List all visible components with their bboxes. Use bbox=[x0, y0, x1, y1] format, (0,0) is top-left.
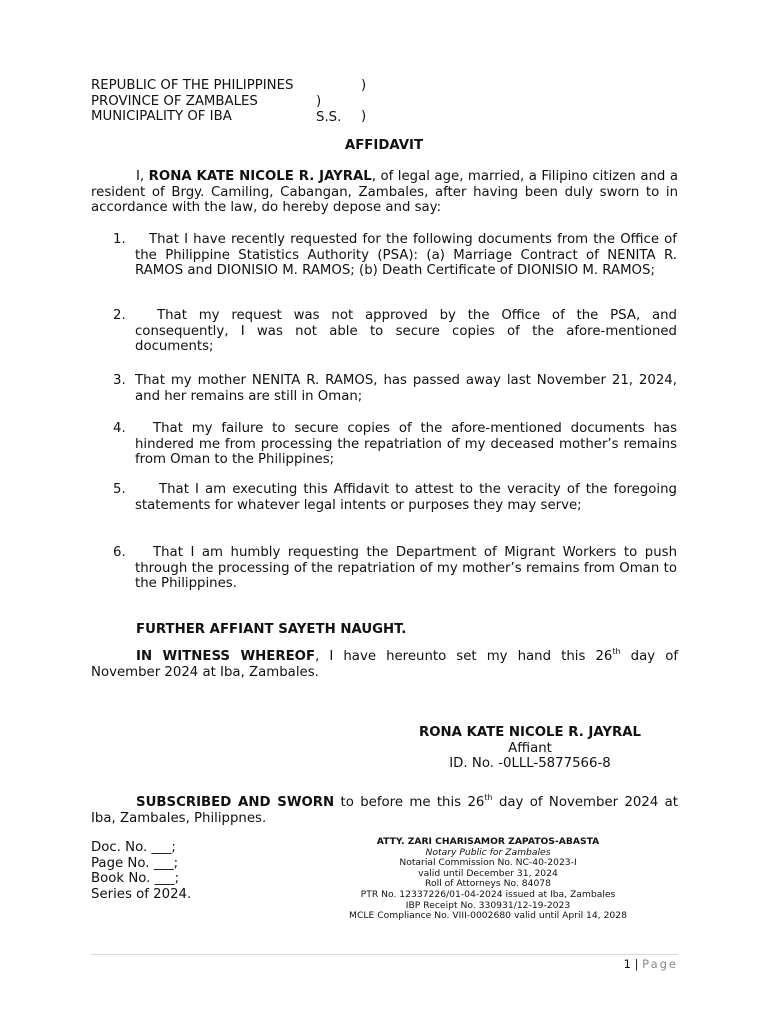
further-affiant-heading: FURTHER AFFIANT SAYETH NAUGHT. bbox=[136, 622, 407, 637]
venue-label: PROVINCE OF ZAMBALES bbox=[91, 94, 258, 109]
item-text: That my request was not approved by the Office of the PSA, and consequently, I was not able to secure copies of the afore-mentioned documents; bbox=[135, 308, 677, 354]
book-number-entry: Book No. ___; bbox=[91, 871, 180, 886]
item-number: 1. bbox=[113, 232, 126, 247]
jurat-paragraph bbox=[91, 792, 679, 826]
notary-detail-line: IBP Receipt No. 330931/12-19-2023 bbox=[405, 899, 571, 911]
notary-block bbox=[320, 837, 656, 922]
document-title: AFFIDAVIT bbox=[344, 138, 424, 153]
jurat-text-end: day of November 2024 at Iba, Zambales, Philippnes. bbox=[91, 795, 679, 826]
intro-text: , of legal age, married, a Filipino citizen and a resident of Brgy. Camiling, Cabangan, Zambales, after having been duly sworn to in accordance with the law, do hereby depose and say: bbox=[91, 169, 679, 215]
page-separator: | bbox=[634, 957, 639, 971]
venue-line-1 bbox=[91, 78, 367, 94]
notary-title: Notary Public for Zambales bbox=[425, 846, 551, 858]
notary-detail-line: Notarial Commission No. NC-40-2023-I bbox=[399, 857, 577, 869]
item-text: That I am executing this Affidavit to attest to the veracity of the foregoing statements for whatever legal intents or purposes they may serve; bbox=[135, 482, 677, 513]
witness-heading: IN WITNESS WHEREOF bbox=[136, 649, 316, 664]
intro-paragraph bbox=[91, 169, 678, 216]
notarial-register-entries bbox=[91, 840, 191, 902]
affiant-name: RONA KATE NICOLE R. JAYRAL bbox=[148, 169, 372, 184]
notary-detail-line: Roll of Attorneys No. 84078 bbox=[425, 878, 551, 890]
series-entry: Series of 2024. bbox=[91, 886, 192, 902]
venue-label: MUNICIPALITY OF IBA bbox=[91, 109, 232, 124]
item-text: That I have recently requested for the following documents from the Office of the Philippine Statistics Authority (PSA): (a) Marriage Contract of NENITA R. RAMOS and DIONISIO M. RAMOS; (b) Death Certificate of DIONISIO M. RAMOS; bbox=[135, 232, 677, 278]
venue-paren-ss: ) S.S. bbox=[316, 94, 342, 125]
notary-name: ATTY. ZARI CHARISAMOR ZAPATOS-ABASTA bbox=[376, 836, 600, 847]
item-number: 6. bbox=[113, 545, 126, 560]
venue-label: REPUBLIC OF THE PHILIPPINES bbox=[91, 78, 294, 93]
item-text: That my mother NENITA R. RAMOS, has passed away last November 21, 2024, and her remains are still in Oman; bbox=[135, 373, 677, 404]
jurat-ordinal: th bbox=[484, 792, 493, 802]
jurat-heading: SUBSCRIBED AND SWORN bbox=[136, 795, 335, 810]
item-number: 5. bbox=[113, 482, 126, 497]
witness-paragraph bbox=[91, 646, 679, 680]
item-number: 2. bbox=[113, 308, 126, 323]
page-footer bbox=[560, 957, 678, 973]
intro-lead: I, bbox=[136, 169, 149, 184]
venue-paren: ) bbox=[361, 109, 367, 124]
item-number: 3. bbox=[113, 373, 126, 388]
doc-number-entry: Doc. No. ___; bbox=[91, 840, 176, 855]
witness-text: , I have hereunto set my hand this 26 bbox=[315, 649, 613, 664]
signatory-role: Affiant bbox=[508, 740, 552, 756]
item-number: 4. bbox=[113, 421, 126, 436]
venue-paren: ) bbox=[361, 78, 367, 93]
notary-detail-line: valid until December 31, 2024 bbox=[418, 867, 558, 879]
notary-detail-line: MCLE Compliance No. VIII-0002680 valid until April 14, 2028 bbox=[349, 910, 627, 922]
item-text: That my failure to secure copies of the afore-mentioned documents has hindered me from processing the repatriation of my deceased mother’s remains from Oman to the Philippines; bbox=[135, 421, 677, 467]
witness-text-end: day of November 2024 at Iba, Zambales. bbox=[91, 649, 679, 680]
signature-block bbox=[380, 725, 680, 772]
page-number-entry: Page No. ___; bbox=[91, 855, 179, 871]
signatory-id: ID. No. -0LLL-5877566-8 bbox=[449, 756, 611, 771]
notary-detail-line: PTR No. 12337226/01-04-2024 issued at Iba, Zambales bbox=[360, 888, 616, 900]
footer-divider bbox=[91, 954, 678, 955]
page-label: Page bbox=[642, 957, 678, 971]
signatory-name: RONA KATE NICOLE R. JAYRAL bbox=[418, 725, 642, 740]
jurat-text: to before me this 26 bbox=[334, 795, 485, 810]
page-number: 1 bbox=[623, 957, 631, 971]
item-text: That I am humbly requesting the Department of Migrant Workers to push through the processing of the repatriation of my mother’s remains from Oman to the Philippines. bbox=[135, 545, 677, 591]
witness-ordinal: th bbox=[612, 646, 621, 656]
